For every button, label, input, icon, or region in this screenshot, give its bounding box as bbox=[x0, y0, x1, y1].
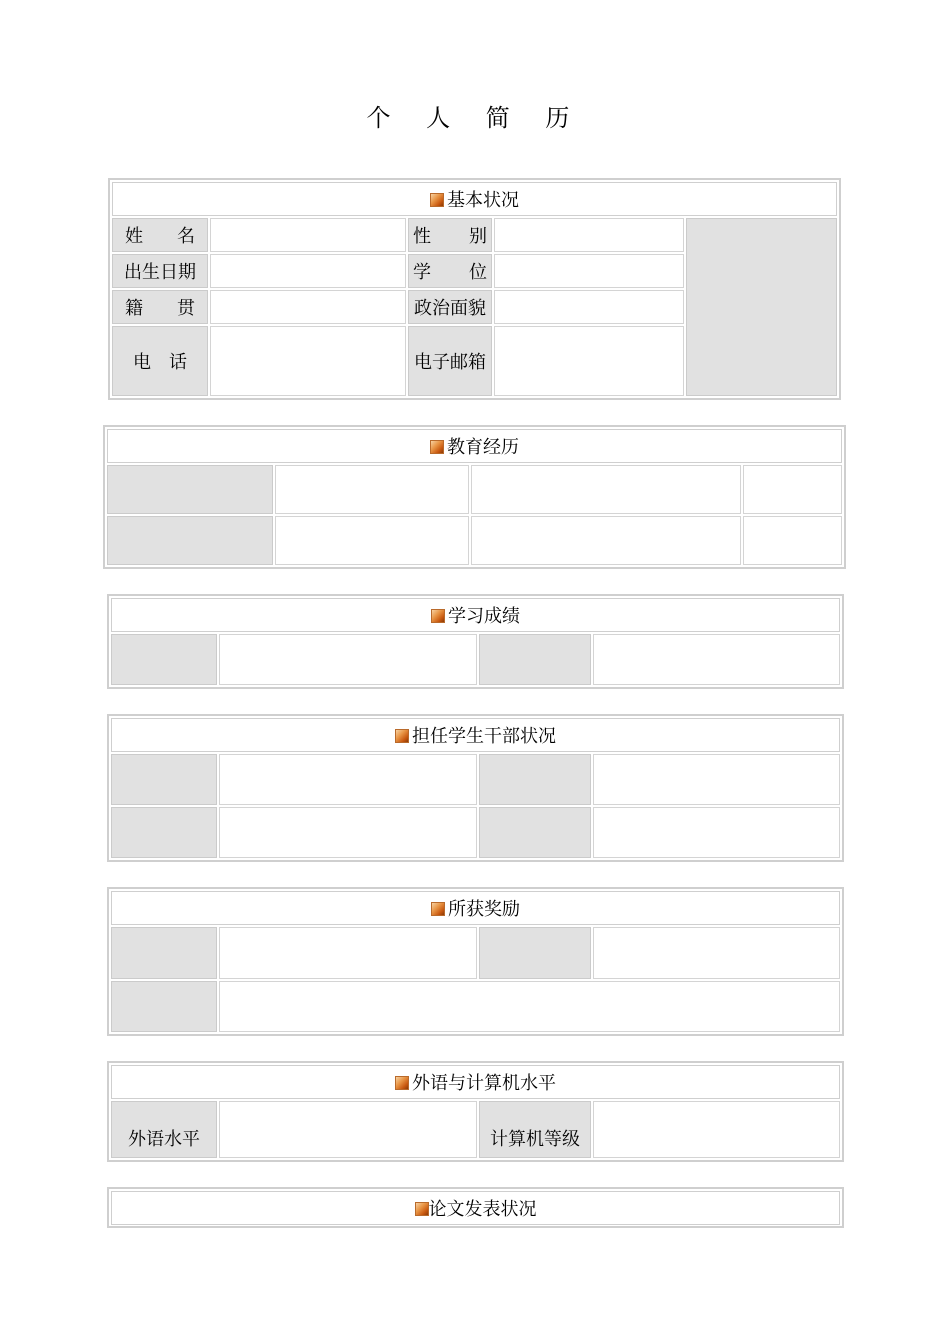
awards-label-cell[interactable] bbox=[111, 981, 217, 1033]
gender-field[interactable] bbox=[494, 218, 684, 252]
awards-value-cell[interactable] bbox=[219, 981, 840, 1033]
phone-field[interactable] bbox=[210, 326, 406, 396]
section-header bbox=[111, 718, 840, 752]
name-field[interactable] bbox=[210, 218, 406, 252]
section-bullet-icon bbox=[415, 1202, 429, 1216]
section-title: 基本状况 bbox=[447, 190, 519, 211]
computer-level-label: 计算机等级 bbox=[479, 1101, 591, 1158]
section-header bbox=[111, 598, 840, 632]
grades-label-cell[interactable] bbox=[479, 634, 591, 685]
education-period-cell[interactable] bbox=[107, 516, 273, 565]
language-level-label: 外语水平 bbox=[111, 1101, 217, 1158]
section-bullet-icon bbox=[430, 193, 444, 207]
section-title: 教育经历 bbox=[447, 437, 519, 458]
email-field[interactable] bbox=[494, 326, 684, 396]
awards-label-cell[interactable] bbox=[111, 927, 217, 979]
grades-value-cell[interactable] bbox=[593, 634, 840, 685]
awards-value-cell[interactable] bbox=[593, 927, 840, 979]
degree-field[interactable] bbox=[494, 254, 684, 288]
education-major-cell[interactable] bbox=[471, 465, 741, 514]
page-title: 个 人 简 历 bbox=[366, 104, 584, 132]
phone-label: 电 话 bbox=[112, 326, 208, 396]
section-bullet-icon bbox=[430, 440, 444, 454]
section-header bbox=[112, 182, 837, 216]
section-bullet-icon bbox=[431, 902, 445, 916]
section-title: 学习成绩 bbox=[448, 606, 520, 627]
cadre-value-cell[interactable] bbox=[219, 754, 477, 805]
section-title: 担任学生干部状况 bbox=[412, 726, 556, 747]
native-place-label: 籍 贯 bbox=[112, 290, 208, 324]
section-awards bbox=[107, 887, 844, 1036]
education-school-cell[interactable] bbox=[275, 516, 469, 565]
section-student-cadre bbox=[107, 714, 844, 862]
section-bullet-icon bbox=[395, 1076, 409, 1090]
political-status-label: 政治面貌 bbox=[408, 290, 492, 324]
cadre-label-cell[interactable] bbox=[111, 754, 217, 805]
awards-value-cell[interactable] bbox=[219, 927, 477, 979]
birth-date-label: 出生日期 bbox=[112, 254, 208, 288]
cadre-label-cell[interactable] bbox=[479, 807, 591, 858]
cadre-label-cell[interactable] bbox=[111, 807, 217, 858]
cadre-label-cell[interactable] bbox=[479, 754, 591, 805]
native-place-field[interactable] bbox=[210, 290, 406, 324]
education-major-cell[interactable] bbox=[471, 516, 741, 565]
grades-value-cell[interactable] bbox=[219, 634, 477, 685]
awards-label-cell[interactable] bbox=[479, 927, 591, 979]
section-bullet-icon bbox=[395, 729, 409, 743]
political-status-field[interactable] bbox=[494, 290, 684, 324]
section-bullet-icon bbox=[431, 609, 445, 623]
photo-box[interactable] bbox=[686, 218, 837, 396]
education-degree-cell[interactable] bbox=[743, 516, 842, 565]
cadre-value-cell[interactable] bbox=[219, 807, 477, 858]
computer-level-field[interactable] bbox=[593, 1101, 840, 1158]
degree-label: 学 位 bbox=[408, 254, 492, 288]
section-header bbox=[111, 1065, 840, 1099]
name-label: 姓 名 bbox=[112, 218, 208, 252]
section-header bbox=[107, 429, 842, 463]
section-basic bbox=[108, 178, 841, 400]
education-degree-cell[interactable] bbox=[743, 465, 842, 514]
section-title: 论文发表状况 bbox=[428, 1199, 537, 1220]
section-papers bbox=[107, 1187, 844, 1228]
cadre-value-cell[interactable] bbox=[593, 754, 840, 805]
gender-label: 性 别 bbox=[408, 218, 492, 252]
section-language-computer bbox=[107, 1061, 844, 1162]
section-grades bbox=[107, 594, 844, 689]
section-header bbox=[111, 1191, 840, 1225]
email-label: 电子邮箱 bbox=[408, 326, 492, 396]
section-title: 所获奖励 bbox=[448, 899, 520, 920]
birth-date-field[interactable] bbox=[210, 254, 406, 288]
education-period-cell[interactable] bbox=[107, 465, 273, 514]
language-level-field[interactable] bbox=[219, 1101, 477, 1158]
cadre-value-cell[interactable] bbox=[593, 807, 840, 858]
education-school-cell[interactable] bbox=[275, 465, 469, 514]
grades-label-cell[interactable] bbox=[111, 634, 217, 685]
section-education bbox=[103, 425, 846, 569]
section-title: 外语与计算机水平 bbox=[412, 1073, 556, 1094]
section-header bbox=[111, 891, 840, 925]
